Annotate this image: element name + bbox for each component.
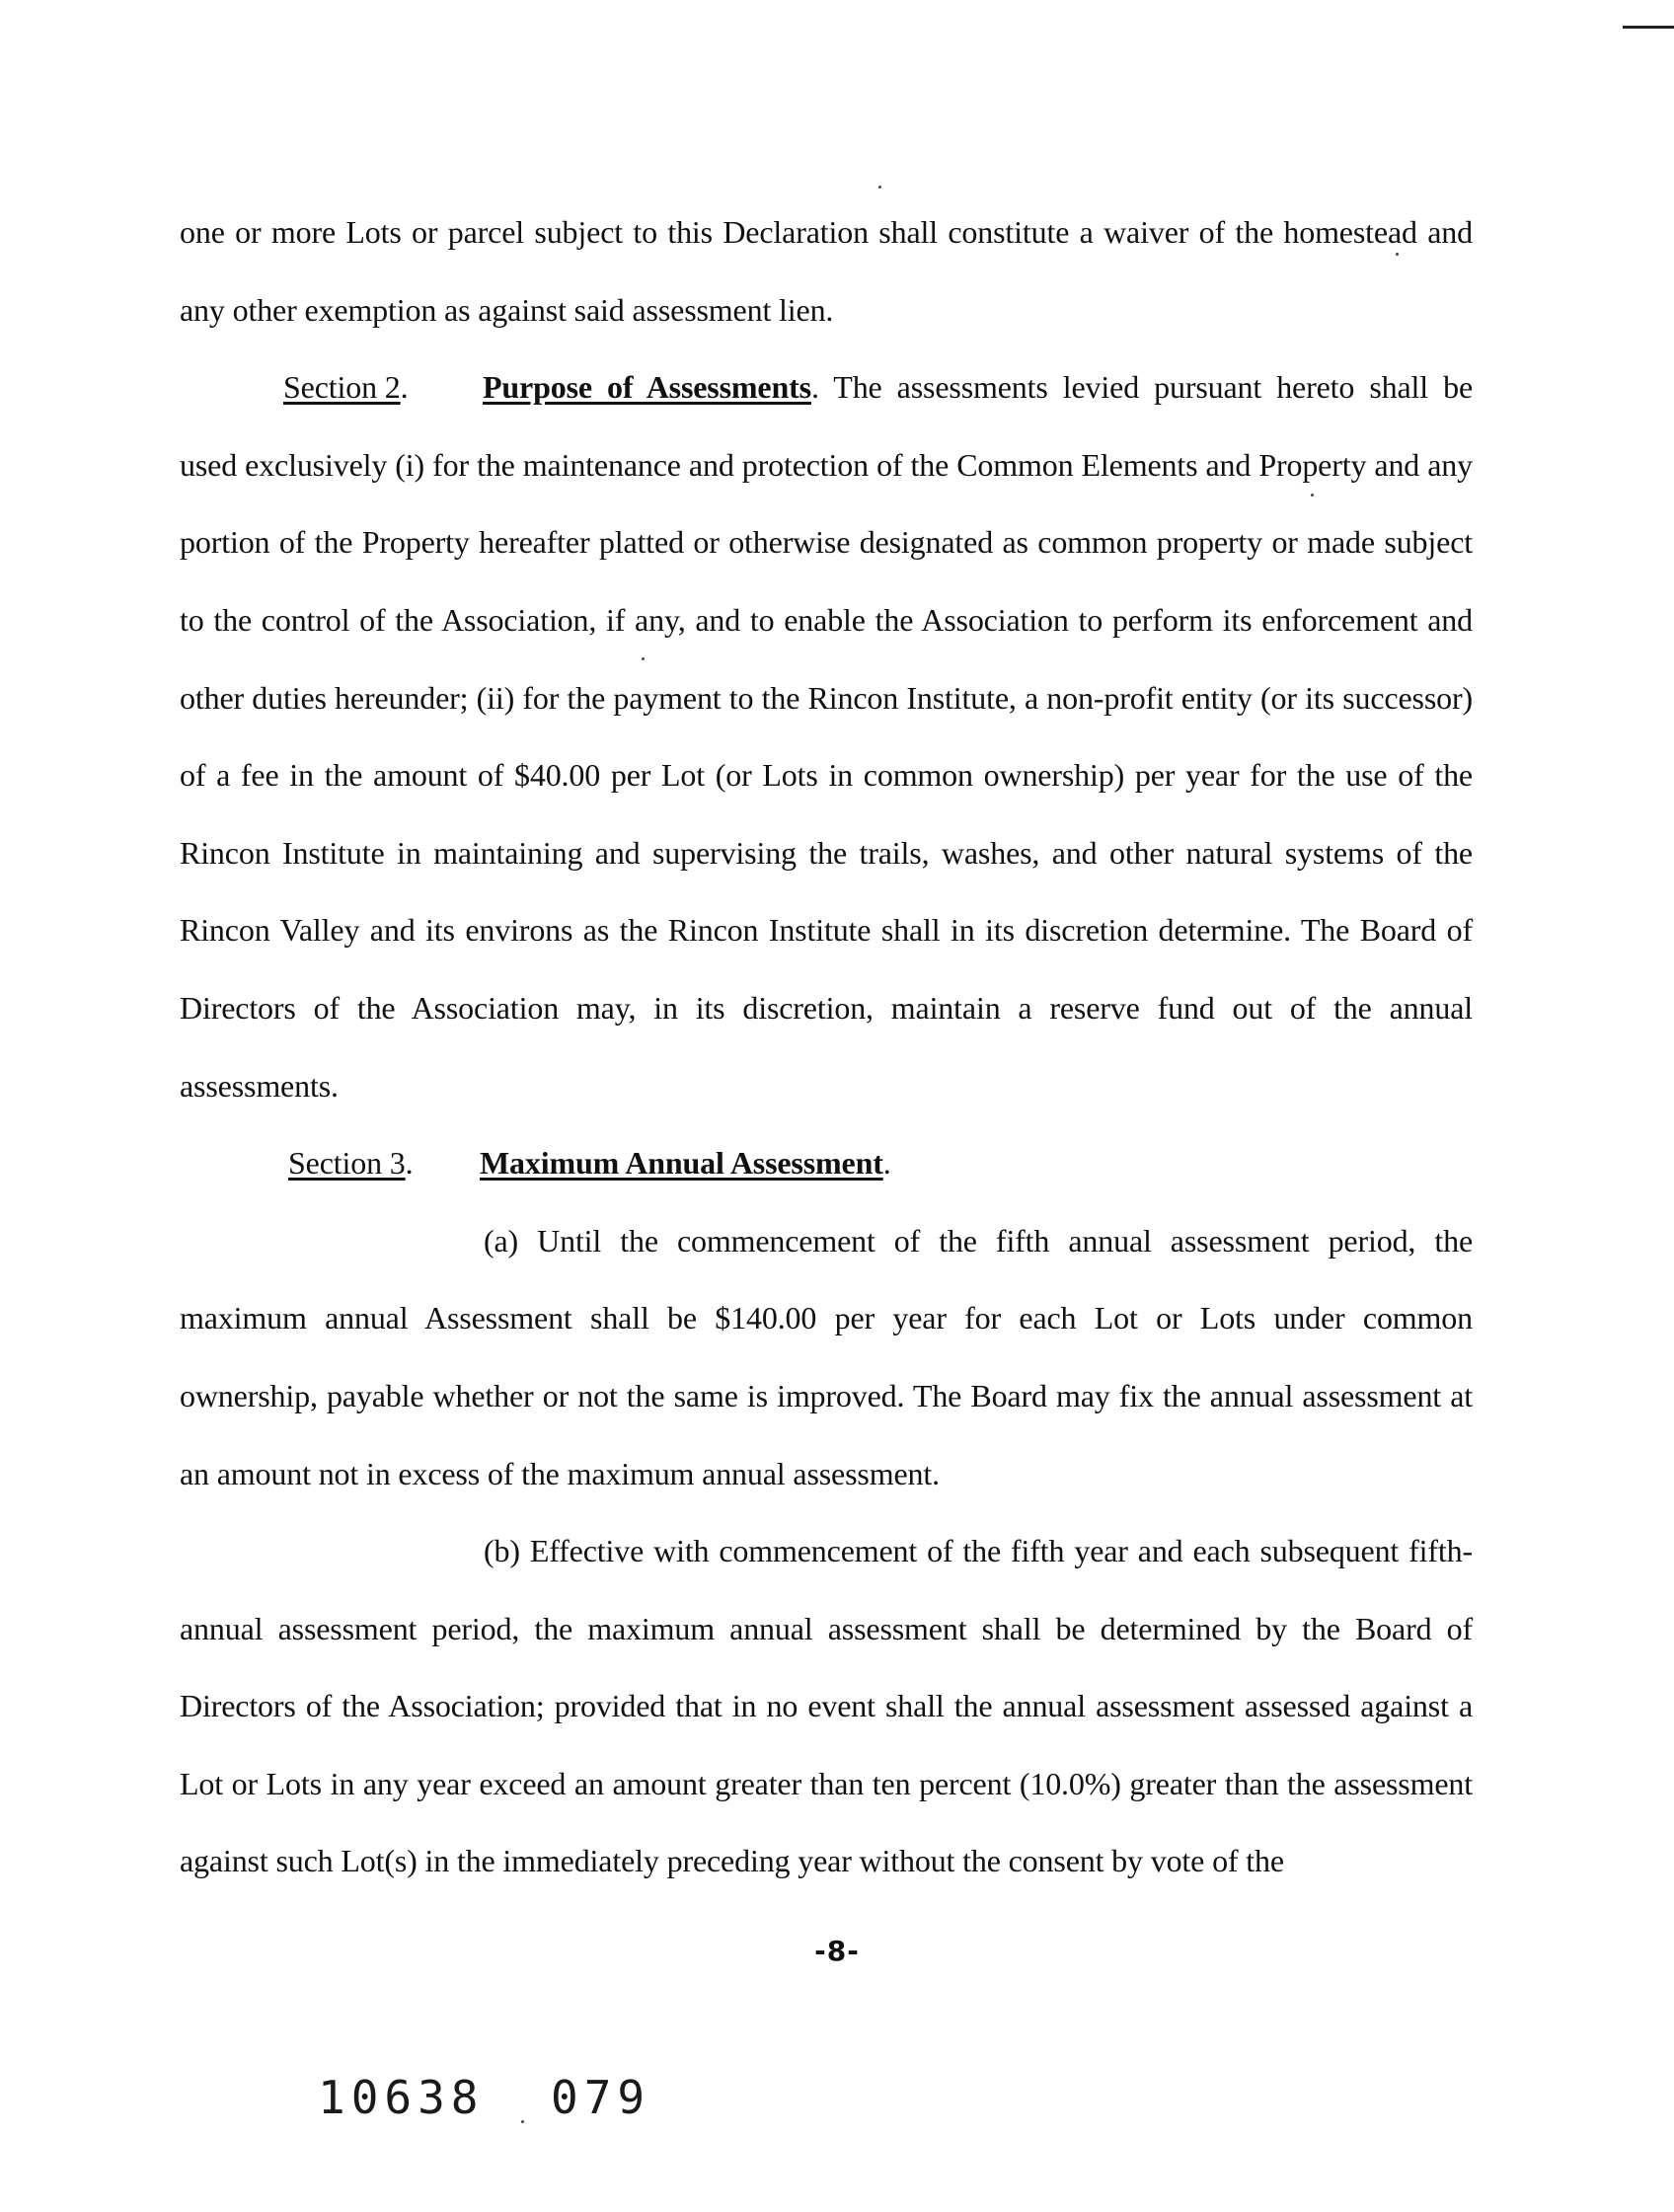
- section-2-number-punct: .: [400, 369, 409, 406]
- section-3-subsection-a: (a) Until the commencement of the fifth annual assessment period, the maximum annual Assessment shall be $140.00 per year for each Lot or Lots under common ownership, payable whether or not the same is improved. The Board may fix the annual assessment at an amount not in excess of the maximum annual assessment.: [180, 1222, 1473, 1491]
- corner-rule-mark: [1623, 26, 1674, 29]
- recording-stamp-page: 079: [551, 2071, 651, 2124]
- section-3-number-punct: .: [405, 1145, 414, 1182]
- section-3-title: Maximum Annual Assessment: [480, 1145, 883, 1182]
- document-body: [180, 193, 1473, 1900]
- section-2-body: The assessments levied pursuant hereto shall be used exclusively (i) for the maintenance and protection of the Common Elements and Property and any portion of the Property hereafter platted or otherwise designated as common property or made subject to the control of the Association, if any, and to enable the Association to perform its enforcement and other duties hereunder; (ii) for the payment to the Rincon Institute, a non-profit entity (or its successor) of a fee in the amount of $40.00 per Lot (or Lots in common ownership) per year for the use of the Rincon Institute in maintaining and supervising the trails, washes, and other natural systems of the Rincon Valley and its environs as the Rincon Institute shall in its discretion determine. The Board of Directors of the Association may, in its discretion, maintain a reserve fund out of the annual assessments.: [180, 369, 1473, 1104]
- page-number: -8-: [814, 1935, 860, 1967]
- section-2-paragraph: [180, 348, 1473, 1124]
- section-2-title: Purpose of Assessments: [483, 369, 811, 406]
- section-2-title-punct: .: [810, 369, 819, 406]
- recording-stamp-book: 10638: [318, 2071, 485, 2124]
- section-3-heading-line: [180, 1124, 1473, 1202]
- section-2-number: Section 2: [283, 369, 401, 406]
- section-2-heading: [283, 348, 483, 426]
- section-3-heading: [288, 1124, 480, 1202]
- continuation-paragraph: one or more Lots or parcel subject to this Declaration shall constitute a waiver of the homestead and any other exemption as against said assessment lien.: [180, 214, 1473, 328]
- section-3-title-punct: .: [882, 1145, 891, 1182]
- section-3-subsection-b: (b) Effective with commencement of the fifth year and each subsequent fifth-annual assessment period, the maximum annual assessment shall be determined by the Board of Directors of the Association; provided that in no event shall the annual assessment assessed against a Lot or Lots in any year exceed an amount greater than ten percent (10.0%) greater than the assessment against such Lot(s) in the immediately preceding year without the consent by vote of the: [180, 1533, 1473, 1879]
- section-3-number: Section 3: [288, 1145, 406, 1182]
